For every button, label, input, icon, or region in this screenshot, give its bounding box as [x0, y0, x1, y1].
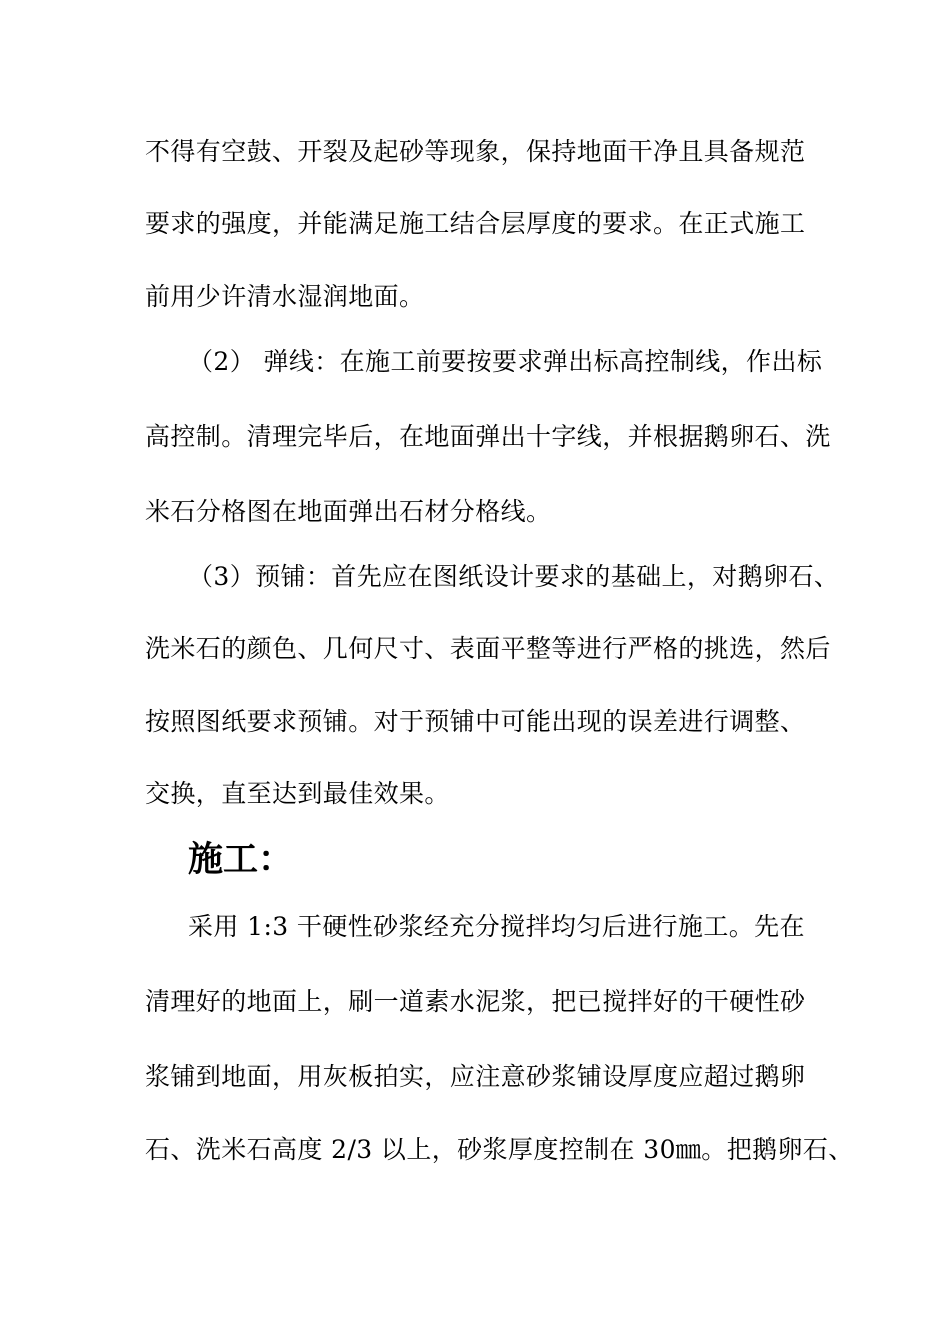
paragraph-line: 米石分格图在地面弹出石材分格线。 [145, 497, 552, 526]
paragraph-line: （3）预铺：首先应在图纸设计要求的基础上，对鹅卵石、 [188, 562, 840, 591]
paragraph-line: 洗米石的颜色、几何尺寸、表面平整等进行严格的挑选，然后 [145, 634, 831, 663]
section-heading: 施工： [188, 839, 294, 880]
paragraph-line: 浆铺到地面，用灰板拍实，应注意砂浆铺设厚度应超过鹅卵 [145, 1062, 806, 1091]
paragraph-line: 清理好的地面上，刷一道素水泥浆，把已搅拌好的干硬性砂 [145, 987, 806, 1016]
paragraph-line: 按照图纸要求预铺。对于预铺中可能出现的误差进行调整、 [145, 707, 806, 736]
paragraph-line: 高控制。清理完毕后，在地面弹出十字线，并根据鹅卵石、洗 [145, 422, 831, 451]
paragraph-line: 交换，直至达到最佳效果。 [145, 779, 450, 808]
paragraph-line: 石、洗米石高度 2/3 以上，砂浆厚度控制在 30㎜。把鹅卵石、 [145, 1135, 854, 1164]
paragraph-line: 采用 1:3 干硬性砂浆经充分搅拌均匀后进行施工。先在 [188, 912, 805, 941]
paragraph-line: 要求的强度，并能满足施工结合层厚度的要求。在正式施工 [145, 209, 806, 238]
paragraph-line: 前用少许清水湿润地面。 [145, 282, 425, 311]
paragraph-line: （2） 弹线：在施工前要按要求弹出标高控制线，作出标 [188, 347, 823, 376]
paragraph-line: 不得有空鼓、开裂及起砂等现象，保持地面干净且具备规范 [145, 137, 806, 166]
